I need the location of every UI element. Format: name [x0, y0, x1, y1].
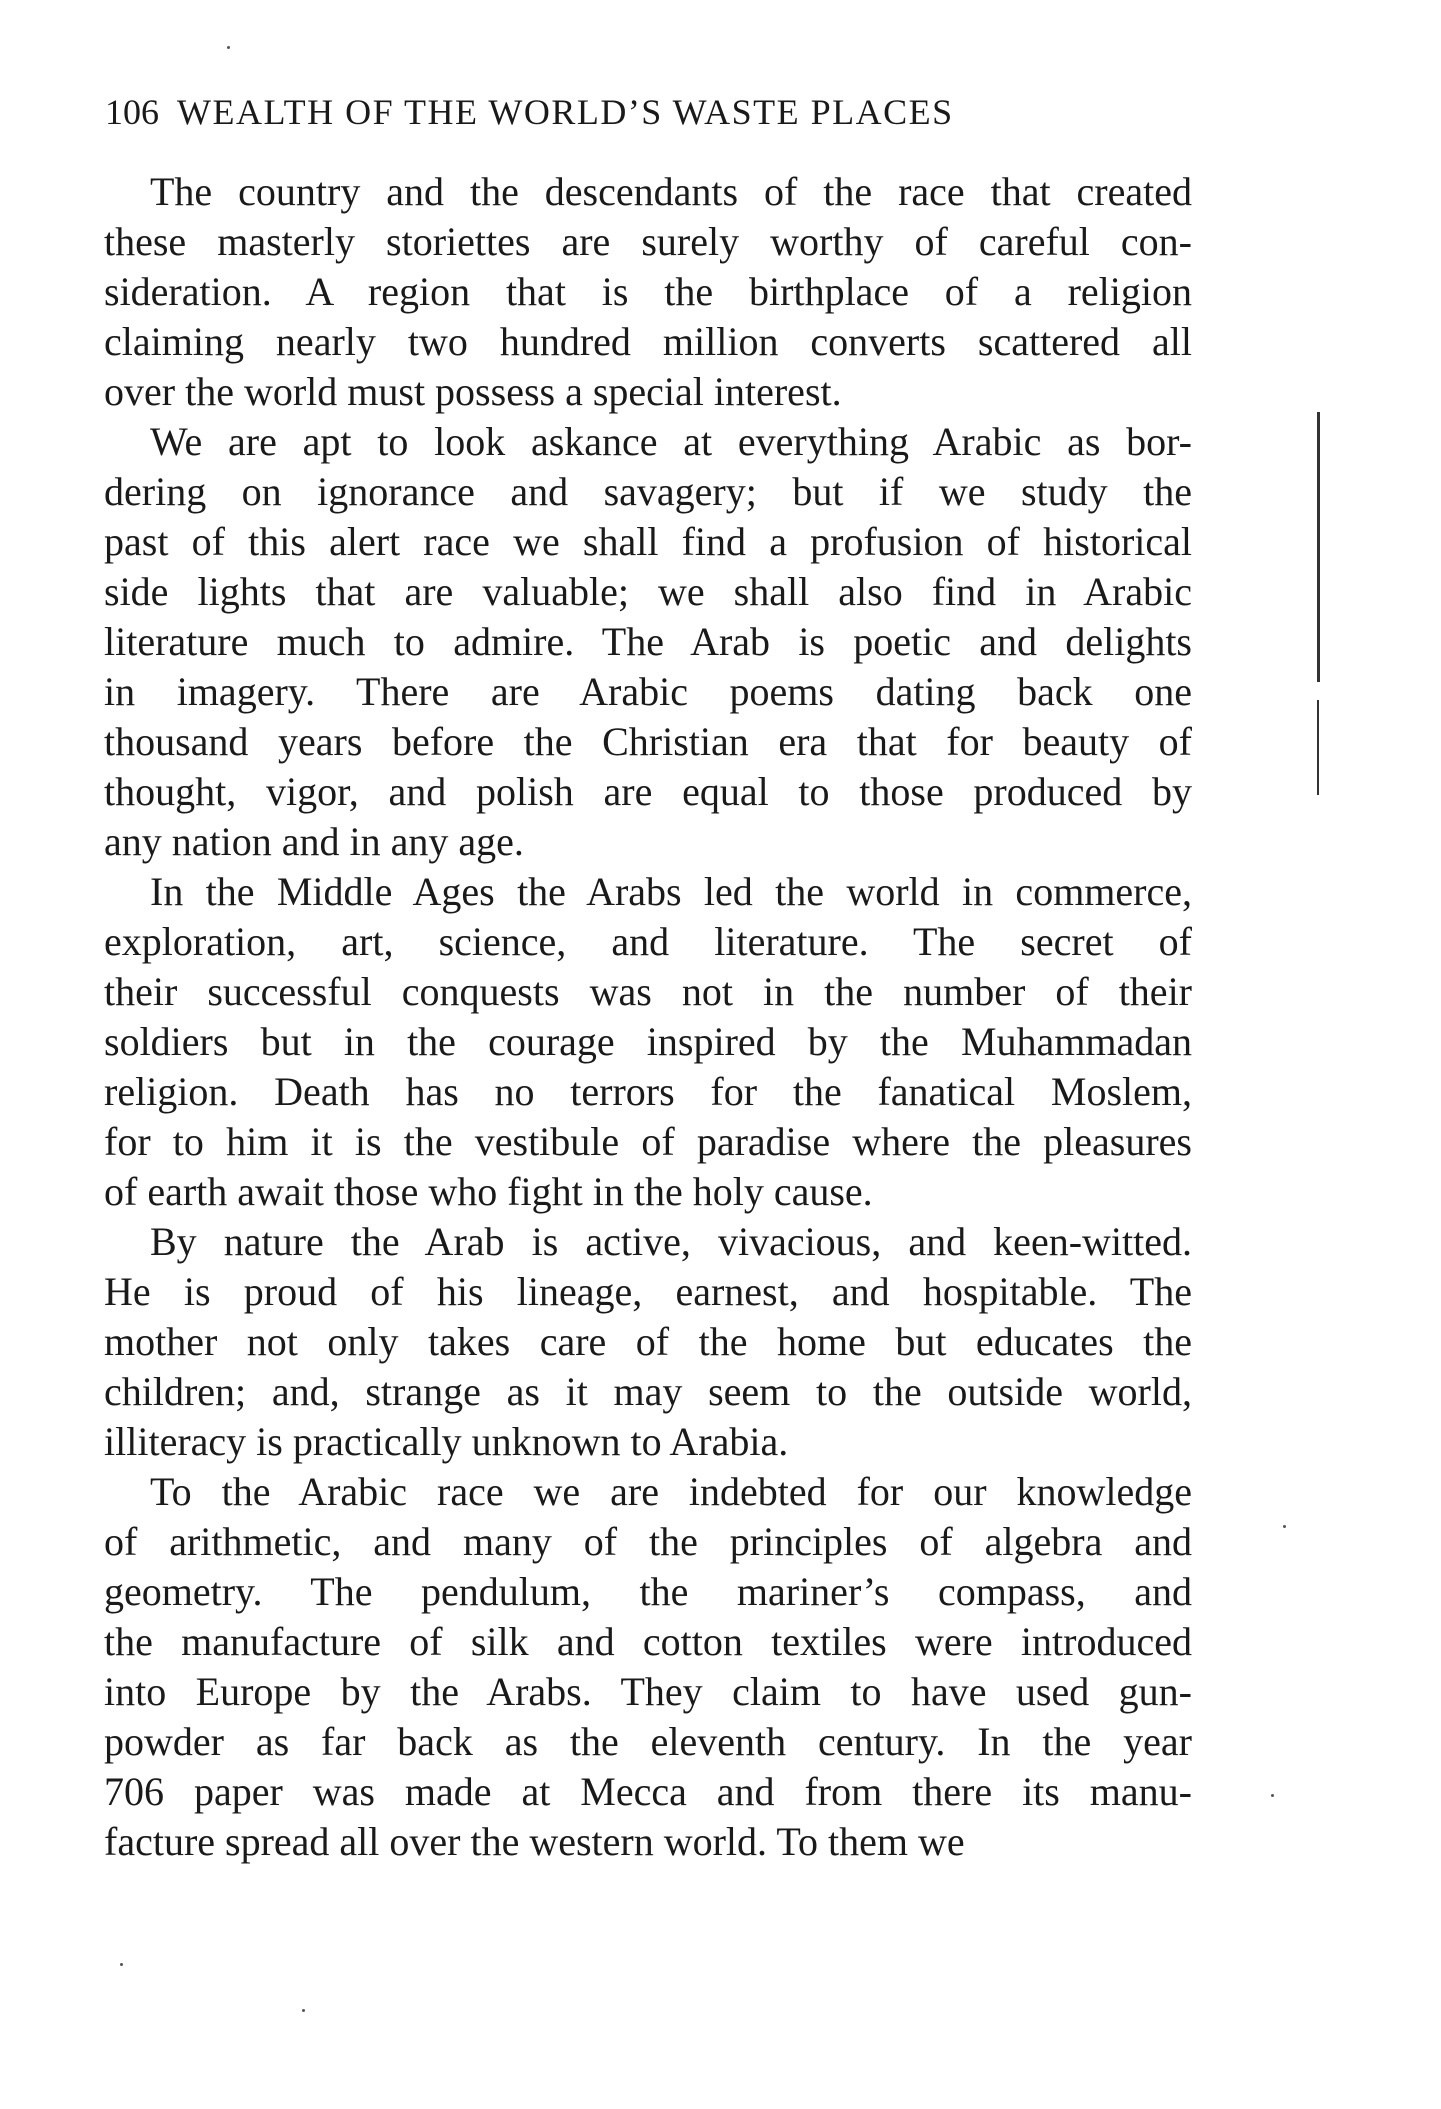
scan-speck — [302, 2009, 305, 2012]
text-line: He is proud of his lineage, earnest, and hospitable. The — [104, 1269, 1192, 1314]
text-line: soldiers but in the courage inspired by the Muhammadan — [104, 1019, 1192, 1064]
text-line: their successful conquests was not in the number of their — [104, 969, 1192, 1014]
scan-speck — [1271, 1794, 1274, 1797]
paragraph — [104, 167, 1192, 417]
text-line: mother not only takes care of the home but educates the — [104, 1319, 1192, 1364]
text-line: facture spread all over the western world. To them we — [104, 1819, 965, 1864]
text-line: In the Middle Ages the Arabs led the world in commerce, — [150, 869, 1192, 914]
paragraph — [104, 417, 1192, 867]
text-line: thousand years before the Christian era that for beauty of — [104, 719, 1192, 764]
text-line: We are apt to look askance at everything Arabic as bor- — [150, 419, 1192, 464]
text-line: of earth await those who fight in the holy cause. — [104, 1169, 873, 1214]
text-line: sideration. A region that is the birthplace of a religion — [104, 269, 1192, 314]
body-text — [104, 167, 1192, 1867]
text-line: exploration, art, science, and literature. The secret of — [104, 919, 1192, 964]
text-line: side lights that are valuable; we shall also find in Arabic — [104, 569, 1192, 614]
text-line: geometry. The pendulum, the mariner’s compass, and — [104, 1569, 1192, 1614]
text-line: illiteracy is practically unknown to Arabia. — [104, 1419, 789, 1464]
text-line: in imagery. There are Arabic poems dating back one — [104, 669, 1192, 714]
text-line: the manufacture of silk and cotton textiles were introduced — [104, 1619, 1192, 1664]
running-title: WEALTH OF THE WORLD’S WASTE PLACES — [177, 92, 954, 132]
text-line: over the world must possess a special interest. — [104, 369, 842, 414]
scan-speck — [1283, 1525, 1286, 1528]
text-line: The country and the descendants of the race that created — [150, 169, 1192, 214]
text-line: By nature the Arab is active, vivacious, and keen-witted. — [150, 1219, 1192, 1264]
scan-speck — [120, 1963, 123, 1966]
text-line: any nation and in any age. — [104, 819, 524, 864]
text-line: dering on ignorance and savagery; but if we study the — [104, 469, 1192, 514]
text-line: thought, vigor, and polish are equal to those produced by — [104, 769, 1192, 814]
text-line: powder as far back as the eleventh century. In the year — [104, 1719, 1192, 1764]
scan-speck — [227, 46, 230, 49]
paragraph — [104, 1467, 1192, 1867]
text-line: for to him it is the vestibule of paradise where the pleasures — [104, 1119, 1192, 1164]
paragraph — [104, 867, 1192, 1217]
margin-rule-mark — [1317, 700, 1319, 795]
text-line: 706 paper was made at Mecca and from there its manu- — [104, 1769, 1192, 1814]
text-line: these masterly storiettes are surely worthy of careful con- — [104, 219, 1192, 264]
text-line: claiming nearly two hundred million converts scattered all — [104, 319, 1192, 364]
text-line: literature much to admire. The Arab is poetic and delights — [104, 619, 1192, 664]
text-line: past of this alert race we shall find a profusion of historical — [104, 519, 1192, 564]
running-header — [105, 88, 1200, 136]
text-line: children; and, strange as it may seem to the outside world, — [104, 1369, 1192, 1414]
text-line: of arithmetic, and many of the principles of algebra and — [104, 1519, 1192, 1564]
page-number: 106 — [105, 92, 159, 132]
text-line: religion. Death has no terrors for the fanatical Moslem, — [104, 1069, 1192, 1114]
paragraph — [104, 1217, 1192, 1467]
margin-rule-mark — [1317, 412, 1320, 682]
text-line: To the Arabic race we are indebted for our knowledge — [150, 1469, 1192, 1514]
text-line: into Europe by the Arabs. They claim to have used gun- — [104, 1669, 1192, 1714]
